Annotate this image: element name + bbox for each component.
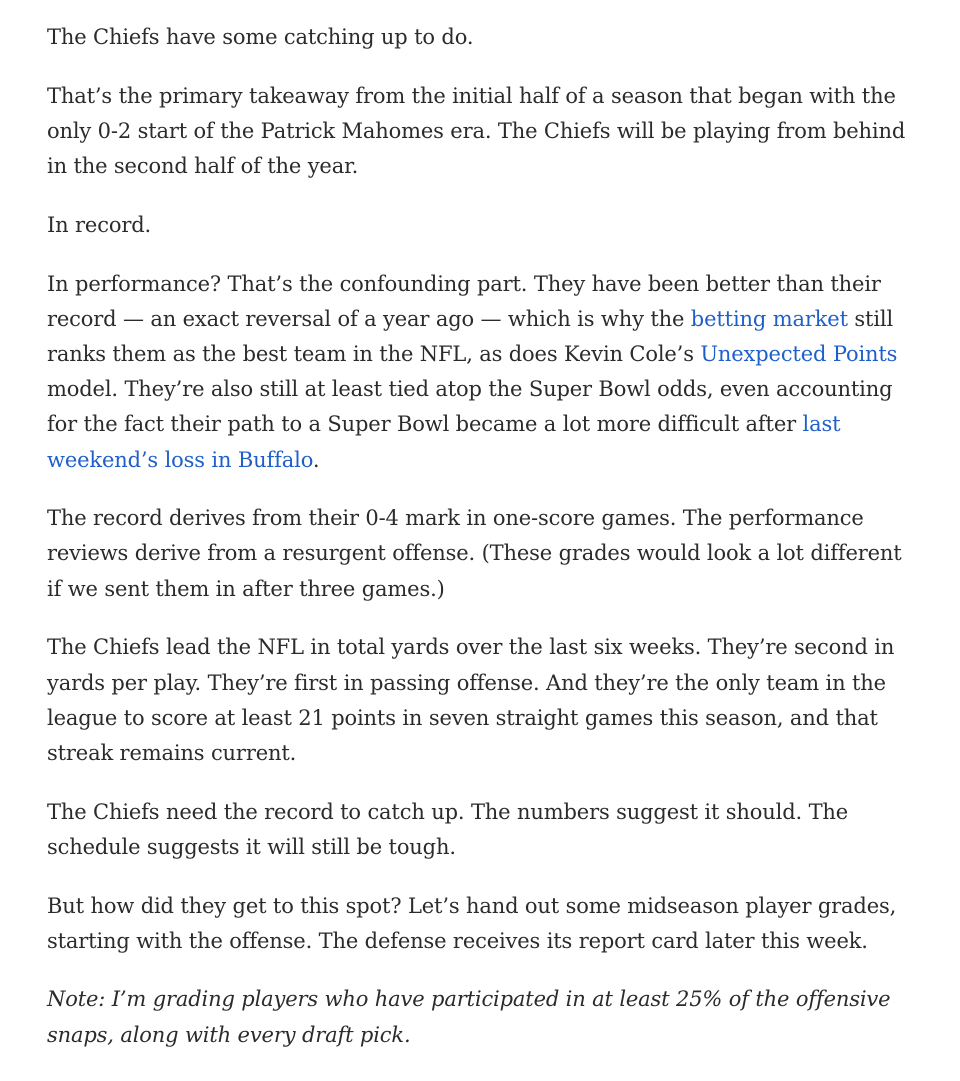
paragraph-schedule: The Chiefs need the record to catch up. The numbers suggest it should. The schedule suggests it will still be tough. xyxy=(47,799,849,859)
paragraph-record-derivation: The record derives from their 0-4 mark in one-score games. The performance reviews derive from a resurgent offense. (These grades would look a lot different if we sent them in after three games.) xyxy=(47,506,902,601)
paragraph-grades-intro: But how did they get to this spot? Let’s hand out some midseason player grades, starting with the offense. The defense receives its report card later this week. xyxy=(47,893,897,953)
paragraph-intro: The Chiefs have some catching up to do. xyxy=(47,25,474,49)
paragraph-in-record: In record. xyxy=(47,212,152,237)
paragraph-performance-text-4: . xyxy=(312,447,320,472)
paragraph-offense-stats: The Chiefs lead the NFL in total yards over the last six weeks. They’re second in yards per play. They’re first in passing offense. And they’re the only team in the league to score at least 21 points in seven straight games this season, and that streak remains current. xyxy=(47,635,895,765)
paragraph-performance xyxy=(47,267,914,478)
paragraph-performance-text-3: model. They’re also still at least tied atop the Super Bowl odds, even accounting for the fact their path to a Super Bowl became a lot more difficult after xyxy=(47,377,893,437)
paragraph-takeaway: That’s the primary takeaway from the initial half of a season that began with the only 0-2 start of the Patrick Mahomes era. The Chiefs will be playing from behind in the second half of the year. xyxy=(47,83,906,179)
betting-market-link[interactable]: betting market xyxy=(690,306,848,331)
grading-note: Note: I’m grading players who have participated in at least 25% of the offensive snaps, along with every draft pick. xyxy=(47,987,891,1047)
unexpected-points-link[interactable]: Unexpected Points xyxy=(700,341,898,366)
buffalo-loss-link[interactable]: last weekend’s loss in Buffalo xyxy=(47,412,841,472)
paragraph-performance-text-1: In performance? That’s the confounding part. They have been better than their record — an exact reversal of a year ago — which is why the xyxy=(47,271,881,331)
paragraph-performance-text-2: still ranks them as the best team in the NFL, as does Kevin Cole’s xyxy=(47,306,894,366)
